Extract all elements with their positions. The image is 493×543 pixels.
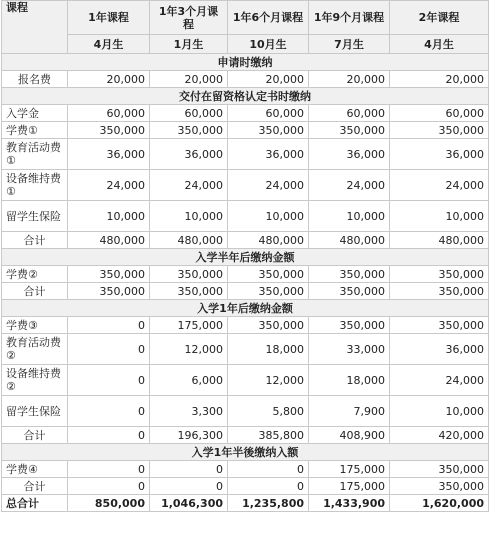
section-title: 入学半年后缴纳金额 (2, 249, 489, 266)
amount-cell: 60,000 (390, 105, 489, 122)
grand-total-cell: 850,000 (68, 495, 150, 512)
amount-cell: 350,000 (390, 122, 489, 139)
amount-cell: 175,000 (150, 317, 228, 334)
table-row (2, 317, 489, 334)
intake-header: 7月生 (309, 35, 390, 54)
table-row (2, 461, 489, 478)
section-title: 交付在留资格认定书时缴纳 (2, 88, 489, 105)
amount-cell: 350,000 (228, 317, 309, 334)
amount-cell: 20,000 (228, 71, 309, 88)
amount-cell: 36,000 (390, 334, 489, 365)
amount-cell: 60,000 (150, 105, 228, 122)
section-title: 入学1年半後缴纳入额 (2, 444, 489, 461)
table-row (2, 122, 489, 139)
amount-cell: 175,000 (309, 478, 390, 495)
section-header-row (2, 54, 489, 71)
amount-cell: 350,000 (390, 283, 489, 300)
amount-cell: 0 (68, 334, 150, 365)
amount-cell: 350,000 (390, 461, 489, 478)
amount-cell: 3,300 (150, 396, 228, 427)
section-header-row (2, 88, 489, 105)
grand-total-label: 总合计 (2, 495, 68, 512)
grand-total-row (2, 495, 489, 512)
amount-cell: 20,000 (309, 71, 390, 88)
amount-cell: 10,000 (390, 396, 489, 427)
row-label: 学费③ (2, 317, 68, 334)
row-label: 教育活动费① (2, 139, 68, 170)
amount-cell: 480,000 (309, 232, 390, 249)
intake-header: 10月生 (228, 35, 309, 54)
table-row (2, 232, 489, 249)
amount-cell: 350,000 (228, 283, 309, 300)
amount-cell: 10,000 (309, 201, 390, 232)
amount-cell: 350,000 (150, 266, 228, 283)
amount-cell: 12,000 (228, 365, 309, 396)
row-label: 设备维持费① (2, 170, 68, 201)
header-row-intakes (2, 35, 489, 54)
amount-cell: 24,000 (390, 170, 489, 201)
intake-header: 4月生 (390, 35, 489, 54)
amount-cell: 12,000 (150, 334, 228, 365)
amount-cell: 24,000 (150, 170, 228, 201)
amount-cell: 0 (68, 427, 150, 444)
amount-cell: 0 (68, 396, 150, 427)
table-row (2, 139, 489, 170)
section-header-row (2, 300, 489, 317)
amount-cell: 24,000 (68, 170, 150, 201)
grand-total-cell: 1,235,800 (228, 495, 309, 512)
amount-cell: 385,800 (228, 427, 309, 444)
table-row (2, 365, 489, 396)
amount-cell: 350,000 (150, 122, 228, 139)
table-row (2, 105, 489, 122)
amount-cell: 10,000 (390, 201, 489, 232)
table-row (2, 334, 489, 365)
amount-cell: 36,000 (309, 139, 390, 170)
amount-cell: 350,000 (228, 266, 309, 283)
row-label: 学费④ (2, 461, 68, 478)
amount-cell: 350,000 (150, 283, 228, 300)
header-row-courses (2, 1, 489, 35)
amount-cell: 0 (68, 461, 150, 478)
row-label: 合计 (2, 283, 68, 300)
amount-cell: 480,000 (68, 232, 150, 249)
row-label: 教育活动费② (2, 334, 68, 365)
amount-cell: 10,000 (150, 201, 228, 232)
amount-cell: 350,000 (390, 317, 489, 334)
amount-cell: 350,000 (68, 122, 150, 139)
table-row (2, 71, 489, 88)
table-row (2, 283, 489, 300)
row-label: 设备维持费② (2, 365, 68, 396)
amount-cell: 175,000 (309, 461, 390, 478)
amount-cell: 408,900 (309, 427, 390, 444)
amount-cell: 350,000 (68, 266, 150, 283)
amount-cell: 60,000 (68, 105, 150, 122)
amount-cell: 480,000 (228, 232, 309, 249)
amount-cell: 350,000 (228, 122, 309, 139)
amount-cell: 36,000 (228, 139, 309, 170)
grand-total-cell: 1,433,900 (309, 495, 390, 512)
amount-cell: 60,000 (228, 105, 309, 122)
amount-cell: 10,000 (228, 201, 309, 232)
amount-cell: 350,000 (68, 283, 150, 300)
amount-cell: 0 (68, 478, 150, 495)
row-label: 留学生保险 (2, 201, 68, 232)
table-row (2, 478, 489, 495)
amount-cell: 33,000 (309, 334, 390, 365)
amount-cell: 480,000 (390, 232, 489, 249)
section-header-row (2, 249, 489, 266)
row-label: 入学金 (2, 105, 68, 122)
section-title: 入学1年后缴纳金额 (2, 300, 489, 317)
amount-cell: 20,000 (150, 71, 228, 88)
grand-total-cell: 1,046,300 (150, 495, 228, 512)
amount-cell: 350,000 (309, 266, 390, 283)
amount-cell: 24,000 (309, 170, 390, 201)
table-row (2, 396, 489, 427)
amount-cell: 0 (228, 478, 309, 495)
header-corner: 课程 (2, 1, 68, 54)
amount-cell: 0 (68, 365, 150, 396)
amount-cell: 5,800 (228, 396, 309, 427)
section-title: 申请时缴纳 (2, 54, 489, 71)
row-label: 学费① (2, 122, 68, 139)
amount-cell: 0 (150, 478, 228, 495)
row-label: 合计 (2, 232, 68, 249)
amount-cell: 20,000 (68, 71, 150, 88)
amount-cell: 36,000 (150, 139, 228, 170)
amount-cell: 350,000 (309, 122, 390, 139)
course-header: 1年3个月课程 (150, 1, 228, 35)
course-header: 2年课程 (390, 1, 489, 35)
amount-cell: 24,000 (390, 365, 489, 396)
row-label: 留学生保险 (2, 396, 68, 427)
amount-cell: 18,000 (309, 365, 390, 396)
amount-cell: 10,000 (68, 201, 150, 232)
row-label: 合计 (2, 478, 68, 495)
amount-cell: 0 (68, 317, 150, 334)
course-header: 1年6个月课程 (228, 1, 309, 35)
intake-header: 4月生 (68, 35, 150, 54)
table-row (2, 266, 489, 283)
fee-table (1, 0, 489, 512)
amount-cell: 6,000 (150, 365, 228, 396)
row-label: 报名费 (2, 71, 68, 88)
amount-cell: 480,000 (150, 232, 228, 249)
row-label: 合计 (2, 427, 68, 444)
amount-cell: 350,000 (390, 478, 489, 495)
amount-cell: 18,000 (228, 334, 309, 365)
course-header: 1年9个月课程 (309, 1, 390, 35)
amount-cell: 60,000 (309, 105, 390, 122)
amount-cell: 350,000 (309, 317, 390, 334)
table-row (2, 170, 489, 201)
amount-cell: 350,000 (390, 266, 489, 283)
amount-cell: 7,900 (309, 396, 390, 427)
intake-header: 1月生 (150, 35, 228, 54)
course-header: 1年课程 (68, 1, 150, 35)
amount-cell: 36,000 (390, 139, 489, 170)
grand-total-cell: 1,620,000 (390, 495, 489, 512)
amount-cell: 0 (150, 461, 228, 478)
amount-cell: 36,000 (68, 139, 150, 170)
table-row (2, 427, 489, 444)
row-label: 学费② (2, 266, 68, 283)
table-row (2, 201, 489, 232)
section-header-row (2, 444, 489, 461)
amount-cell: 350,000 (309, 283, 390, 300)
amount-cell: 0 (228, 461, 309, 478)
amount-cell: 420,000 (390, 427, 489, 444)
amount-cell: 20,000 (390, 71, 489, 88)
amount-cell: 196,300 (150, 427, 228, 444)
amount-cell: 24,000 (228, 170, 309, 201)
